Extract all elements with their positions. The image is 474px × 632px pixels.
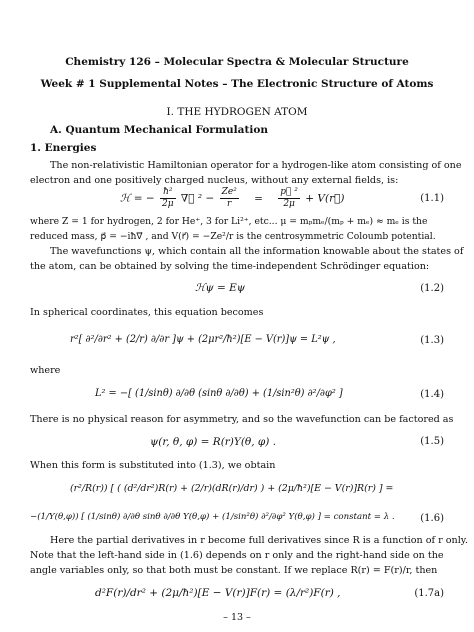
equation-1-2: ℋψ = Eψ: [195, 282, 245, 294]
page-number: – 13 –: [223, 612, 251, 623]
eq-part: ∇⃗ ² −: [180, 192, 215, 205]
equation-number: (1.6): [420, 513, 444, 524]
eq-numerator: p⃗ ²: [280, 187, 298, 197]
eq-fraction: [160, 187, 176, 210]
paragraph-line: In spherical coordinates, this equation becomes: [30, 307, 264, 318]
paragraph-line: The wavefunctions ψ, which contain all the information knowable about the states of: [50, 246, 464, 257]
equation-1-4: L² = −[ (1/sinθ) ∂/∂θ (sinθ ∂/∂θ) + (1/sin²θ) ∂²/∂φ² ]: [95, 388, 343, 399]
eq-fraction: [220, 187, 239, 210]
eq-denominator: r: [227, 199, 232, 209]
paragraph-line: the atom, can be obtained by solving the time-independent Schrödinger equation:: [30, 261, 430, 272]
paragraph-line: There is no physical reason for asymmetry, and so the wavefunction can be factored as: [30, 414, 454, 425]
eq-part: =: [254, 192, 263, 205]
equation-number: (1.2): [420, 283, 444, 294]
equation-1-6-line2: −(1/Y(θ,φ)) [ (1/sinθ) ∂/∂θ sinθ ∂/∂θ Y(θ,φ) + (1/sin²θ) ∂²/∂φ² Y(θ,φ) ] = constant = λ .: [30, 512, 395, 522]
paragraph-line: electron and one positively charged nucleus, without any external fields, is:: [30, 175, 399, 186]
equation-number: (1.1): [420, 193, 444, 204]
paragraph-line: reduced mass, p⃗ = −iħ∇⃗ , and V(r⃗) = −Ze²/r is the centrosymmetric Coloumb potential.: [30, 231, 436, 242]
paragraph-line: Here the partial derivatives in r become full derivatives since R is a function of r only.: [50, 535, 468, 546]
paragraph-line: angle variables only, so that both must be constant. If we replace R(r) = F(r)/r, then: [30, 565, 438, 576]
subsection-heading: A. Quantum Mechanical Formulation: [50, 124, 268, 136]
equation-1-7a: d²F(r)/dr² + (2μ/ħ²)[E − V(r)]F(r) = (λ/r²)F(r) ,: [95, 587, 341, 599]
eq-denominator: 2μ: [162, 199, 174, 209]
page-subtitle: Week # 1 Supplemental Notes – The Electronic Structure of Atoms: [40, 78, 434, 90]
eq-denominator: 2μ: [283, 199, 295, 209]
equation-1-3: r²[ ∂²/∂r² + (2/r) ∂/∂r ]ψ + (2μr²/ħ²)[E − V(r)]ψ = L²ψ ,: [70, 334, 336, 345]
paragraph-line: where: [30, 365, 61, 376]
equation-1-1: [120, 187, 345, 210]
page-title: Chemistry 126 – Molecular Spectra & Molecular Structure: [65, 56, 409, 68]
eq-part: ℋ = −: [120, 192, 155, 205]
eq-numerator: ħ²: [160, 187, 176, 199]
equation-1-5: ψ(r, θ, φ) = R(r)Y(θ, φ) .: [150, 436, 277, 448]
equation-number: (1.3): [420, 335, 444, 346]
paragraph-line: When this form is substituted into (1.3), we obtain: [30, 460, 276, 471]
paragraph-line: Note that the left-hand side in (1.6) depends on r only and the right-hand side on the: [30, 550, 444, 561]
eq-fraction: [278, 187, 300, 210]
equation-number: (1.4): [420, 389, 444, 400]
equation-number: (1.7a): [414, 588, 444, 599]
section-heading: I. THE HYDROGEN ATOM: [166, 106, 308, 118]
subsubsection-heading: 1. Energies: [30, 142, 97, 154]
equation-1-6-line1: (r²/R(r)) [ ( (d²/dr²)R(r) + (2/r)(dR(r)/dr) ) + (2μ/ħ²)[E − V(r)]R(r) ] =: [70, 483, 394, 494]
paragraph-line: The non-relativistic Hamiltonian operator for a hydrogen-like atom consisting of one: [50, 160, 462, 171]
eq-part: + V(r⃗): [305, 192, 345, 205]
paragraph-line: where Z = 1 for hydrogen, 2 for He⁺, 3 for Li²⁺, etc... μ = mₚmₑ/(mₚ + mₑ) ≈ mₑ is the: [30, 216, 428, 227]
eq-numerator: Ze²: [221, 187, 237, 197]
equation-number: (1.5): [420, 436, 444, 447]
